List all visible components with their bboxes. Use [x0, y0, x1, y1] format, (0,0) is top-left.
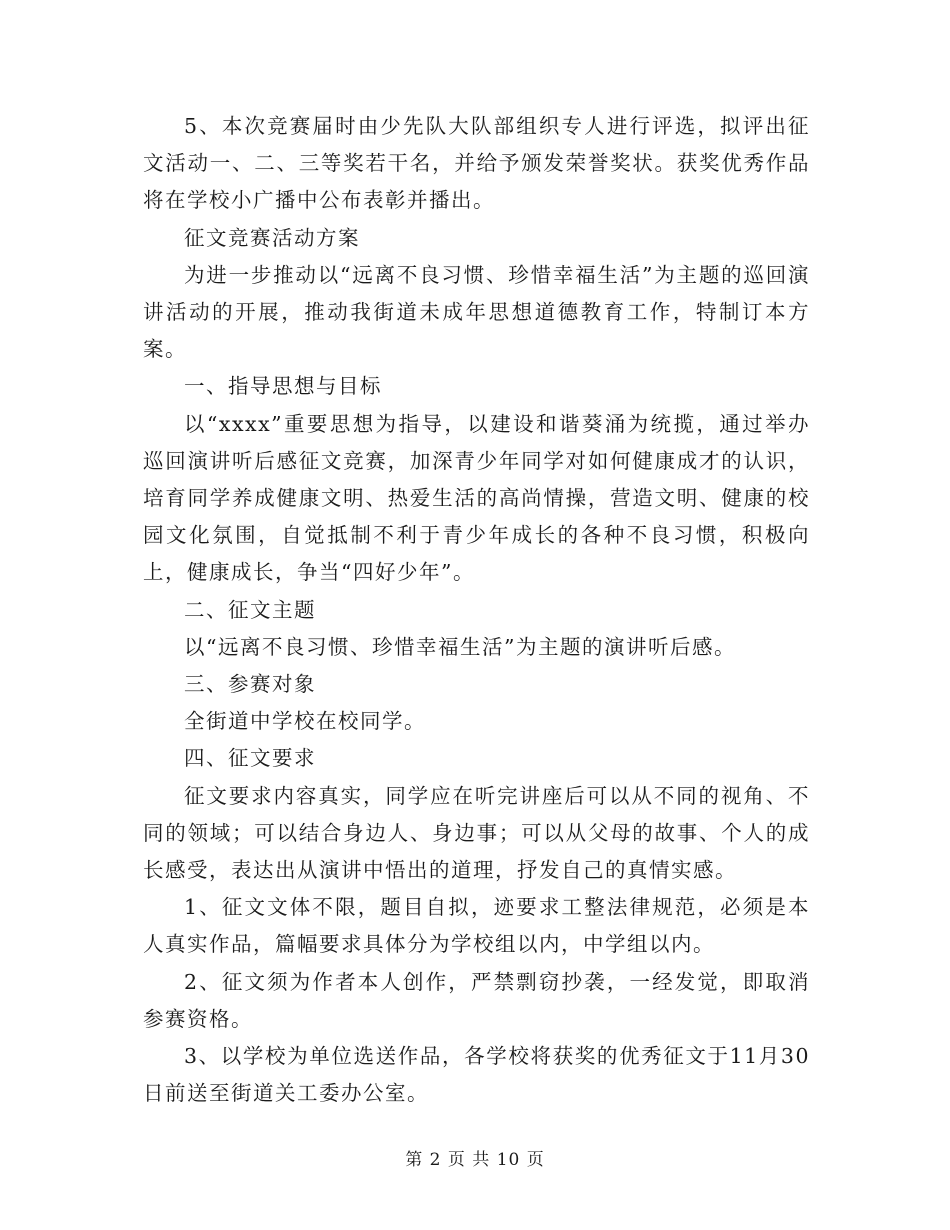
- footer-suffix: 页: [526, 1150, 545, 1170]
- paragraph-guiding-idea: 以“xxxx”重要思想为指导，以建设和谐葵涌为统揽，通过举办巡回演讲听后感征文竞赛，加深青少年同学对如何健康成才的认识，培育同学养成健康文明、热爱生活的高尚情操，营造文明、健康的校园文化氛围，自觉抵制不利于青少年成长的各种不良习惯，积极向上，健康成长，争当“四好少年”。: [143, 411, 810, 585]
- paragraph-participants: 全街道中学校在校同学。: [184, 709, 426, 734]
- footer-current-page: 2: [429, 1150, 442, 1170]
- paragraph-requirements: 征文要求内容真实，同学应在听完讲座后可以从不同的视角、不同的领域；可以结合身边人、身边事；可以从父母的故事、个人的成长感受，表达出从演讲中悟出的道理，抒发自己的真情实感。: [143, 783, 810, 883]
- heading-guiding-idea: 一、指导思想与目标: [184, 374, 382, 399]
- heading-theme: 二、征文主题: [184, 597, 316, 622]
- heading-participants: 三、参赛对象: [184, 672, 316, 697]
- paragraph-requirement-1: 1、征文文体不限，题目自拟，迹要求工整法律规范，必须是本人真实作品，篇幅要求具体分为学校组以内，中学组以内。: [143, 895, 810, 957]
- paragraph-theme: 以“远离不良习惯、珍惜幸福生活”为主题的演讲听后感。: [184, 634, 736, 659]
- paragraph-requirement-2: 2、征文须为作者本人创作，严禁剽窃抄袭，一经发觉，即取消参赛资格。: [143, 969, 810, 1031]
- paragraph-award: 5、本次竞赛届时由少先队大队部组织专人进行评选，拟评出征文活动一、二、三等奖若干名，并给予颁发荣誉奖状。获奖优秀作品将在学校小广播中公布表彰并播出。: [143, 114, 810, 213]
- footer-prefix: 第: [405, 1150, 424, 1170]
- footer-middle: 页 共: [447, 1150, 491, 1170]
- paragraph-plan-title: 征文竞赛活动方案: [184, 225, 360, 250]
- paragraph-requirement-3: 3、以学校为单位选送作品，各学校将获奖的优秀征文于11月30日前送至街道关工委办公室。: [143, 1044, 810, 1106]
- document-body: [143, 108, 810, 1112]
- footer-total-pages: 10: [496, 1150, 521, 1170]
- paragraph-intro: 为进一步推动以“远离不良习惯、珍惜幸福生活”为主题的巡回演讲活动的开展，推动我街道未成年思想道德教育工作，特制订本方案。: [143, 262, 810, 362]
- page-footer: [0, 1148, 950, 1172]
- heading-requirements: 四、征文要求: [184, 746, 316, 771]
